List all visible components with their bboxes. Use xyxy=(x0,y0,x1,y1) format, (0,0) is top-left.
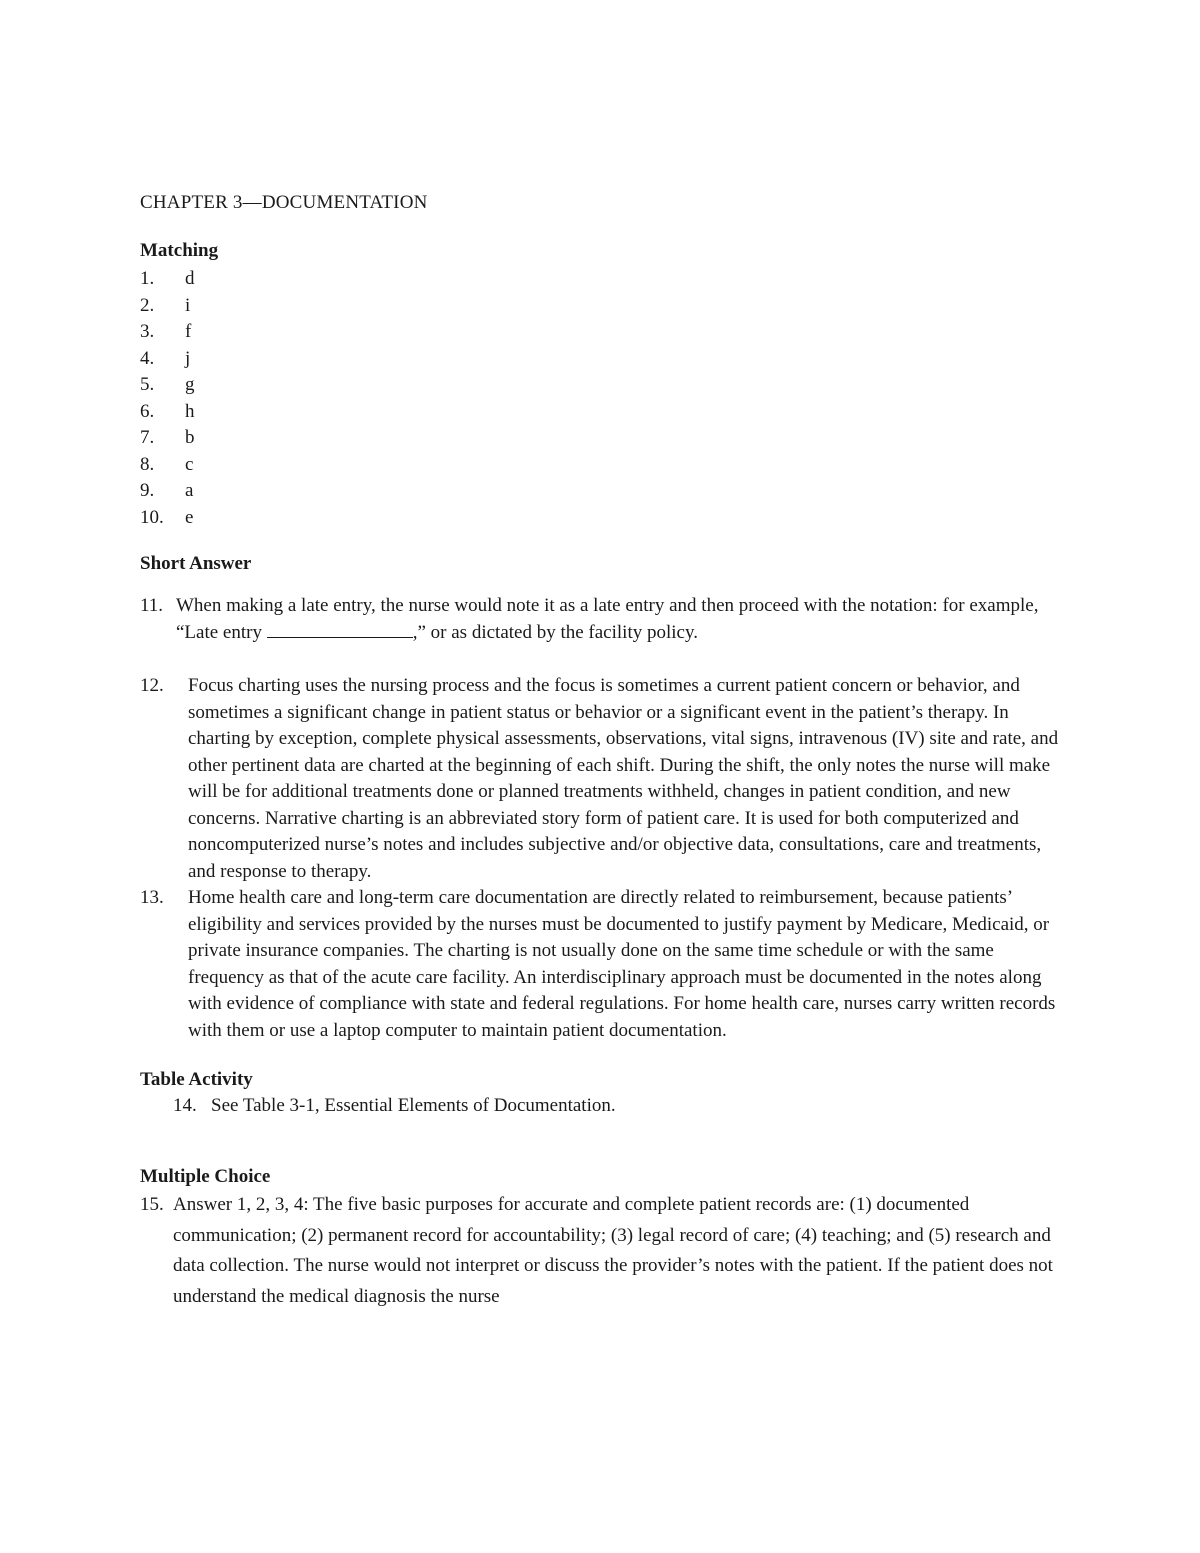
short-answer-heading: Short Answer xyxy=(140,553,252,574)
item-number: 10. xyxy=(140,506,164,528)
list-item xyxy=(140,293,1060,320)
question-13 xyxy=(140,885,1060,1044)
item-answer: h xyxy=(185,400,195,422)
item-answer: b xyxy=(185,427,195,448)
item-number: 6. xyxy=(140,400,155,422)
document-page xyxy=(140,190,1060,1312)
answer-text: Answer 1, 2, 3, 4: The five basic purposes for accurate and complete patient records are: (1) documented communication; (2) permanent record for accountability; (3) legal record of care; (4) teaching; and (5) research and data collection. The nurse would not interpret or discuss the provider’s notes with the patient. If the patient does not understand the medical diagnosis the nurse xyxy=(173,1194,1053,1307)
item-number: 5. xyxy=(140,374,155,395)
question-15 xyxy=(140,1190,1060,1312)
fill-in-blank-line xyxy=(267,620,413,638)
item-answer: i xyxy=(185,294,191,316)
item-answer: e xyxy=(185,506,194,528)
list-item xyxy=(140,372,1060,399)
matching-list xyxy=(140,266,1060,531)
answer-text-before-blank: When making a late entry, the nurse would note it as a late entry and then proceed with the notation: for example, “Late entry xyxy=(176,595,1039,643)
item-number: 1. xyxy=(140,268,155,289)
item-answer: c xyxy=(185,453,194,475)
item-number: 4. xyxy=(140,347,155,369)
list-item xyxy=(140,505,1060,532)
list-item xyxy=(140,266,1060,293)
question-12 xyxy=(140,673,1060,885)
list-item xyxy=(140,346,1060,373)
answer-text: Home health care and long-term care documentation are directly related to reimbursement, because patients’ eligibility and services provided by the nurses must be documented to justify payment by Medicare, Medicaid, or private insurance companies. The charting is not usually done on the same time schedule or with the same frequency as that of the acute care facility. An interdisciplinary approach must be documented in the notes along with evidence of compliance with state and federal regulations. For home health care, nurses carry written records with them or use a laptop computer to maintain patient documentation. xyxy=(188,887,1056,1041)
answer-text: Focus charting uses the nursing process and the focus is sometimes a current patient concern or behavior, and sometimes a significant change in patient status or behavior or a significant event in the patient’s therapy. In charting by exception, complete physical assessments, observations, vital signs, intravenous (IV) site and rate, and other pertinent data are charted at the beginning of each shift. During the shift, the only notes the nurse will make will be for additional treatments done or planned treatments withheld, changes in patient condition, and new concerns. Narrative charting is an abbreviated story form of patient care. It is used for both computerized and noncomputerized nurse’s notes and includes subjective and/or objective data, consultations, care and treatments, and response to therapy. xyxy=(188,675,1059,882)
answer-text: See Table 3-1, Essential Elements of Documentation. xyxy=(211,1095,616,1116)
list-item xyxy=(140,452,1060,479)
chapter-title: CHAPTER 3—DOCUMENTATION xyxy=(140,192,428,213)
item-answer: a xyxy=(185,480,194,501)
list-item xyxy=(140,478,1060,505)
question-number: 11. xyxy=(140,595,164,616)
question-number: 12. xyxy=(140,675,164,696)
multiple-choice-heading: Multiple Choice xyxy=(140,1166,271,1187)
item-number: 2. xyxy=(140,294,155,316)
question-number: 14. xyxy=(173,1095,197,1116)
question-11-text xyxy=(176,593,1060,646)
list-item xyxy=(140,399,1060,426)
item-number: 8. xyxy=(140,453,155,475)
matching-heading: Matching xyxy=(140,240,219,261)
item-answer: j xyxy=(185,347,191,369)
question-11 xyxy=(140,593,1060,646)
item-number: 7. xyxy=(140,427,155,448)
item-answer: g xyxy=(185,374,195,395)
question-number: 13. xyxy=(140,887,164,908)
list-item xyxy=(140,319,1060,346)
answer-text-after-blank: ,” or as dictated by the facility policy. xyxy=(412,621,698,643)
item-number: 9. xyxy=(140,480,155,501)
item-answer: f xyxy=(185,321,192,342)
question-14 xyxy=(140,1093,1060,1119)
item-number: 3. xyxy=(140,321,155,342)
table-activity-heading: Table Activity xyxy=(140,1069,253,1090)
item-answer: d xyxy=(185,268,195,289)
question-number: 15. xyxy=(140,1194,164,1215)
list-item xyxy=(140,425,1060,452)
